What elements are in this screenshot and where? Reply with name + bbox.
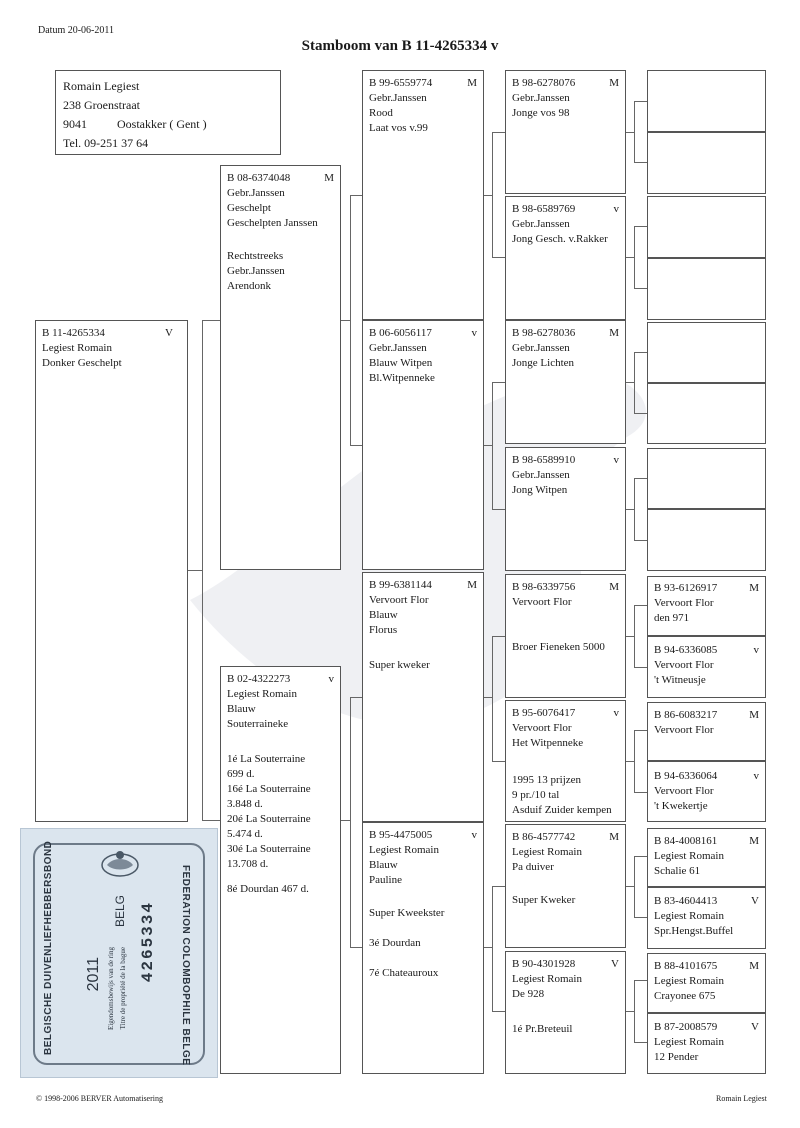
- mff-ring: B 98-6339756: [512, 581, 576, 593]
- father-note: Gebr.Janssen: [227, 265, 285, 277]
- gen5-box: [647, 702, 766, 761]
- ffm-sex: v: [613, 203, 619, 215]
- gen5-empty-box: [647, 383, 766, 444]
- g5-sex: v: [753, 770, 759, 782]
- mfm-line: Het Witpenneke: [512, 737, 584, 749]
- mother-note: 1é La Souterraine: [227, 753, 306, 765]
- fm-sex: v: [471, 327, 477, 339]
- gen5-box: [647, 576, 766, 636]
- g5-line: Crayonee 675: [654, 990, 716, 1002]
- mmf-note: Super Kweker: [512, 894, 576, 906]
- g5-ring: B 87-2008579: [654, 1021, 718, 1033]
- card-ring-number: 4265334: [139, 901, 157, 983]
- ff-line: Laat vos v.99: [369, 122, 428, 134]
- father-line: Geschelpten Janssen: [227, 217, 318, 229]
- gen5-box: [647, 828, 766, 887]
- mfm-box: [505, 700, 626, 822]
- mf-box: [362, 572, 484, 822]
- card-text-fr: Titre de propriété de la bague: [119, 947, 127, 1030]
- mm-sex: v: [471, 829, 477, 841]
- fff-line: Jonge vos 98: [512, 107, 570, 119]
- fmm-sex: v: [613, 454, 619, 466]
- mm-line: Legiest Romain: [369, 844, 439, 856]
- owner-postcode: 9041: [63, 117, 87, 131]
- owner-box: [55, 70, 281, 155]
- mf-line: Vervoort Flor: [369, 594, 429, 606]
- mother-note: 8é Dourdan 467 d.: [227, 883, 309, 895]
- gen5-box: [647, 636, 766, 698]
- mother-note: 30é La Souterraine: [227, 843, 311, 855]
- ff-line: Gebr.Janssen: [369, 92, 427, 104]
- g5-sex: v: [753, 644, 759, 656]
- mother-ring: B 02-4322273: [227, 673, 291, 685]
- gen5-empty-box: [647, 196, 766, 258]
- card-org-nl: BELGISCHE DUIVENLIEFHEBBERSBOND: [43, 840, 54, 1055]
- card-country: BELG: [113, 895, 127, 928]
- card-frame: [33, 840, 205, 1066]
- date-label: Datum 20-06-2011: [38, 25, 115, 36]
- g5-line: 12 Pender: [654, 1051, 699, 1063]
- fmf-box: [505, 320, 626, 444]
- card-year: 2011: [85, 957, 102, 992]
- father-line: Geschelpt: [227, 202, 271, 214]
- g5-ring: B 88-4101675: [654, 960, 718, 972]
- fff-ring: B 98-6278076: [512, 77, 576, 89]
- ff-sex: M: [467, 77, 477, 89]
- mfm-line: Vervoort Flor: [512, 722, 572, 734]
- ff-box: [362, 70, 484, 320]
- card-text-nl: Eigendomsbewijs van de ring: [107, 947, 115, 1031]
- g5-ring: B 84-4008161: [654, 835, 718, 847]
- g5-line: Vervoort Flor: [654, 785, 714, 797]
- mff-line: Vervoort Flor: [512, 596, 572, 608]
- fm-line: Blauw Witpen: [369, 357, 433, 369]
- mother-note: 699 d.: [227, 768, 255, 780]
- g5-ring: B 94-6336085: [654, 644, 718, 656]
- fff-line: Gebr.Janssen: [512, 92, 570, 104]
- ffm-line: Jong Gesch. v.Rakker: [512, 233, 608, 245]
- mother-note: 20é La Souterraine: [227, 813, 311, 825]
- gen5-box: [647, 953, 766, 1013]
- mother-line: Legiest Romain: [227, 688, 297, 700]
- card-org-fr: FEDERATION COLOMBOPHILE BELGE: [180, 865, 191, 1066]
- mmm-box: [505, 951, 626, 1074]
- owner-name: Romain Legiest: [63, 79, 140, 93]
- fmf-ring: B 98-6278036: [512, 327, 576, 339]
- mother-sex: v: [328, 673, 334, 685]
- mff-box: [505, 574, 626, 698]
- mm-ring: B 95-4475005: [369, 829, 433, 841]
- mmf-box: [505, 824, 626, 948]
- mmm-line: De 928: [512, 988, 545, 1000]
- mother-line: Blauw: [227, 703, 256, 715]
- gen5-empty-box: [647, 132, 766, 194]
- mfm-ring: B 95-6076417: [512, 707, 576, 719]
- g5-sex: M: [749, 582, 759, 594]
- mm-line: Blauw: [369, 859, 398, 871]
- mf-note: Super kweker: [369, 659, 430, 671]
- subject-line: Legiest Romain: [42, 342, 112, 354]
- father-line: Gebr.Janssen: [227, 187, 285, 199]
- mm-box: [362, 822, 484, 1074]
- fmf-line: Jonge Lichten: [512, 357, 575, 369]
- gen5-box: [647, 1013, 766, 1074]
- mmm-line: Legiest Romain: [512, 973, 582, 985]
- gen5-empty-box: [647, 322, 766, 383]
- gen5-box: [647, 887, 766, 949]
- g5-line: 't Kwekertje: [654, 800, 708, 812]
- gen5-empty-box: [647, 509, 766, 571]
- mfm-note: Asduif Zuider kempen: [512, 804, 612, 816]
- g5-ring: B 94-6336064: [654, 770, 718, 782]
- mmf-ring: B 86-4577742: [512, 831, 576, 843]
- mfm-note: 1995 13 prijzen: [512, 774, 582, 786]
- owner-street: 238 Groenstraat: [63, 98, 140, 112]
- footer-copyright: © 1998-2006 BERVER Automatisering: [36, 1094, 163, 1103]
- g5-sex: V: [751, 1021, 759, 1033]
- g5-line: Spr.Hengst.Buffel: [654, 925, 734, 937]
- g5-line: Legiest Romain: [654, 1036, 724, 1048]
- ff-ring: B 99-6559774: [369, 77, 433, 89]
- father-ring: B 08-6374048: [227, 172, 291, 184]
- fmm-box: [505, 447, 626, 571]
- page-title: Stamboom van B 11-4265334 v: [301, 38, 499, 54]
- mf-ring: B 99-6381144: [369, 579, 432, 591]
- fm-line: Bl.Witpenneke: [369, 372, 435, 384]
- mmm-ring: B 90-4301928: [512, 958, 576, 970]
- g5-ring: B 86-6083217: [654, 709, 718, 721]
- owner-tel: Tel. 09-251 37 64: [63, 136, 149, 150]
- g5-line: Vervoort Flor: [654, 659, 714, 671]
- ffm-line: Gebr.Janssen: [512, 218, 570, 230]
- mother-line: Souterraineke: [227, 718, 289, 730]
- g5-line: den 971: [654, 612, 690, 624]
- fff-sex: M: [609, 77, 619, 89]
- mmf-line: Legiest Romain: [512, 846, 582, 858]
- gen5-empty-box: [647, 258, 766, 320]
- mfm-sex: v: [613, 707, 619, 719]
- father-note: Arendonk: [227, 280, 271, 292]
- mm-line: Pauline: [369, 874, 402, 886]
- fmm-line: Jong Witpen: [512, 484, 568, 496]
- mm-note: 3é Dourdan: [369, 937, 421, 949]
- fff-box: [505, 70, 626, 194]
- owner-city: Oostakker ( Gent ): [117, 117, 207, 131]
- g5-ring: B 83-4604413: [654, 895, 718, 907]
- subject-ring: B 11-4265334: [42, 327, 105, 339]
- fm-ring: B 06-6056117: [369, 327, 432, 339]
- ffm-ring: B 98-6589769: [512, 203, 576, 215]
- g5-line: Vervoort Flor: [654, 724, 714, 736]
- g5-sex: V: [751, 895, 759, 907]
- mother-note: 3.848 d.: [227, 798, 263, 810]
- mf-line: Florus: [369, 624, 398, 636]
- mm-note: 7é Chateauroux: [369, 967, 439, 979]
- g5-line: Legiest Romain: [654, 975, 724, 987]
- mmm-sex: V: [611, 958, 619, 970]
- mf-sex: M: [467, 579, 477, 591]
- g5-sex: M: [749, 835, 759, 847]
- mother-box: [220, 666, 341, 1074]
- father-sex: M: [324, 172, 334, 184]
- g5-line: 't Witneusje: [654, 674, 706, 686]
- mmf-sex: M: [609, 831, 619, 843]
- g5-line: Vervoort Flor: [654, 597, 714, 609]
- mother-note: 13.708 d.: [227, 858, 269, 870]
- gen5-box: [647, 761, 766, 822]
- gen5-empty-box: [647, 448, 766, 509]
- footer-owner: Romain Legiest: [716, 1094, 767, 1103]
- mm-note: Super Kweekster: [369, 907, 445, 919]
- fmm-line: Gebr.Janssen: [512, 469, 570, 481]
- mfm-note: 9 pr./10 tal: [512, 789, 560, 801]
- g5-line: Legiest Romain: [654, 910, 724, 922]
- emblem-icon: [99, 849, 141, 879]
- g5-line: Schalie 61: [654, 865, 701, 877]
- g5-sex: M: [749, 709, 759, 721]
- ring-ownership-card: [20, 828, 218, 1078]
- fm-line: Gebr.Janssen: [369, 342, 427, 354]
- father-box: [220, 165, 341, 570]
- mff-sex: M: [609, 581, 619, 593]
- g5-sex: M: [749, 960, 759, 972]
- father-note: Rechtstreeks: [227, 250, 284, 262]
- subject-box: [35, 320, 188, 822]
- g5-line: Legiest Romain: [654, 850, 724, 862]
- mmf-line: Pa duiver: [512, 861, 554, 873]
- subject-line: Donker Geschelpt: [42, 357, 122, 369]
- ff-line: Rood: [369, 107, 393, 119]
- subject-sex: V: [165, 327, 173, 339]
- fmf-line: Gebr.Janssen: [512, 342, 570, 354]
- mmm-note: 1é Pr.Breteuil: [512, 1023, 573, 1035]
- mf-line: Blauw: [369, 609, 398, 621]
- mother-note: 5.474 d.: [227, 828, 263, 840]
- fm-box: [362, 320, 484, 570]
- gen5-empty-box: [647, 70, 766, 132]
- fmf-sex: M: [609, 327, 619, 339]
- ffm-box: [505, 196, 626, 320]
- mff-note: Broer Fieneken 5000: [512, 641, 605, 653]
- mother-note: 16é La Souterraine: [227, 783, 311, 795]
- g5-ring: B 93-6126917: [654, 582, 718, 594]
- fmm-ring: B 98-6589910: [512, 454, 576, 466]
